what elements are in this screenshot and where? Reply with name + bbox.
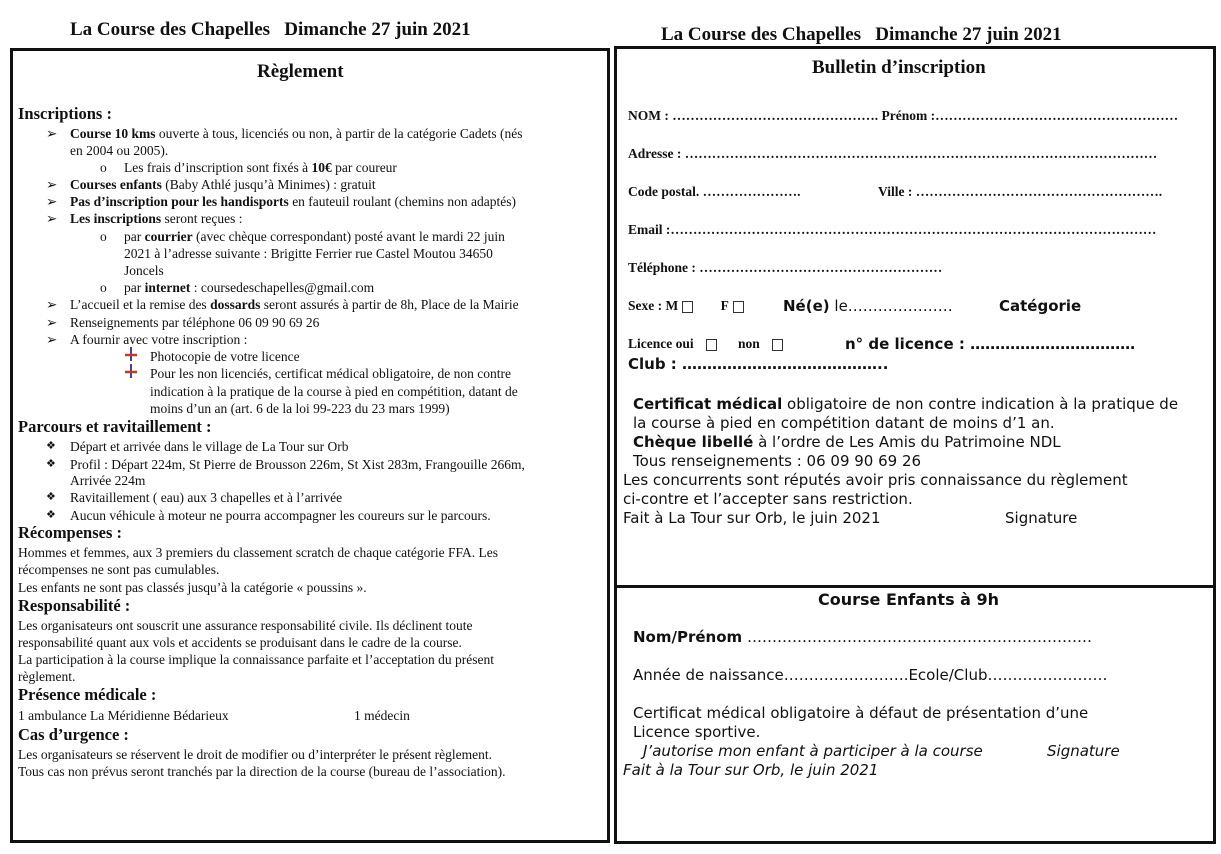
enfants-heading: Course Enfants à 9h bbox=[818, 590, 1000, 609]
checkbox-f[interactable] bbox=[733, 301, 744, 313]
parcours-profil: Profil : Départ 224m, St Pierre de Brousson 226m, St Xist 283m, Frangouille 266m, bbox=[70, 457, 525, 472]
circle-bullet-icon: o bbox=[100, 280, 107, 295]
field-adresse[interactable]: Adresse : …………………………………………………………………………………………… bbox=[628, 146, 1158, 161]
arrow-bullet-icon: ➢ bbox=[46, 315, 58, 330]
certificat-line1: Certificat médical obligatoire de non contre indication à la pratique de bbox=[633, 395, 1179, 413]
field-ville[interactable]: Ville : ………………………………………………. bbox=[878, 184, 1163, 199]
right-header: La Course des Chapelles Dimanche 27 juin 2021 bbox=[661, 24, 1062, 45]
enfants-certificat-line2: Licence sportive. bbox=[633, 723, 761, 741]
field-telephone[interactable]: Téléphone : ……………………………………………… bbox=[628, 260, 943, 275]
diamond-bullet-icon: ❖ bbox=[46, 440, 56, 452]
sub-internet: par internet : coursedeschapelles@gmail.com bbox=[124, 280, 375, 295]
inscriptions-title: Inscriptions : bbox=[18, 104, 112, 123]
sub-courrier-line2: 2021 à l’adresse suivante : Brigitte Ferrier rue Castel Moutou 34650 bbox=[124, 246, 493, 261]
medicale-medecin: 1 médecin bbox=[354, 708, 410, 723]
bullet-dossards: L’accueil et la remise des dossards seront assurés à partir de 8h, Place de la Mairie bbox=[70, 297, 519, 312]
renseignements-line: Tous renseignements : 06 09 90 69 26 bbox=[633, 452, 922, 470]
diamond-bullet-icon: ❖ bbox=[46, 491, 56, 503]
bullet-inscriptions-recues: Les inscriptions seront reçues : bbox=[70, 211, 243, 226]
field-club[interactable]: Club : ………………………………….. bbox=[628, 355, 889, 373]
bullet-course-10km-line2: en 2004 ou 2005). bbox=[70, 143, 169, 158]
responsabilite-line4: règlement. bbox=[18, 669, 76, 684]
concurrents-line2: ci-contre et l’accepter sans restriction. bbox=[623, 490, 913, 508]
fournir-certificat-line3: moins d’un an (art. 6 de la loi 99-223 du 23 mars 1999) bbox=[150, 401, 450, 416]
field-sexe: Sexe : M F bbox=[628, 298, 748, 314]
certificat-line2: la course à pied en compétition datant de moins d’1 an. bbox=[633, 414, 1055, 432]
reglement-heading: Règlement bbox=[257, 61, 344, 82]
checkbox-licence-non[interactable] bbox=[772, 339, 783, 351]
arrow-bullet-icon: ➢ bbox=[46, 177, 58, 192]
checkbox-licence-oui[interactable] bbox=[706, 339, 717, 351]
field-code-postal[interactable]: Code postal. …………………. bbox=[628, 184, 801, 199]
sub-frais: Les frais d’inscription sont fixés à 10€ par coureur bbox=[124, 160, 397, 175]
responsabilite-line3: La participation à la course implique la connaissance parfaite et l’acceptation du présent bbox=[18, 652, 495, 667]
urgence-line1: Les organisateurs se réservent le droit de modifier ou d’interpréter le présent règlement. bbox=[18, 747, 492, 762]
recompenses-line1: Hommes et femmes, aux 3 premiers du classement scratch de chaque catégorie FFA. Les bbox=[18, 545, 498, 560]
enfants-certificat-line1: Certificat médical obligatoire à défaut de présentation d’une bbox=[633, 704, 1089, 722]
recompenses-line2: récompenses ne sont pas cumulables. bbox=[18, 562, 220, 577]
urgence-title: Cas d’urgence : bbox=[18, 725, 129, 744]
label-categorie: Catégorie bbox=[999, 297, 1082, 315]
diamond-bullet-icon: ❖ bbox=[46, 458, 56, 470]
arrow-bullet-icon: ➢ bbox=[46, 194, 58, 209]
responsabilite-line1: Les organisateurs ont souscrit une assurance responsabilité civile. Ils déclinent toute bbox=[18, 618, 473, 633]
fournir-certificat: Pour les non licenciés, certificat médical obligatoire, de non contre bbox=[150, 366, 511, 381]
field-nom-prenom[interactable]: NOM : ………………………………………. Prénom :……………………………………………… bbox=[628, 108, 1179, 123]
circle-bullet-icon: o bbox=[100, 229, 107, 244]
parcours-ravitaillement: Ravitaillement ( eau) aux 3 chapelles et à l’arrivée bbox=[70, 490, 343, 505]
concurrents-line1: Les concurrents sont réputés avoir pris connaissance du règlement bbox=[623, 471, 1128, 489]
diamond-bullet-icon: ❖ bbox=[46, 509, 56, 521]
bullet-courses-enfants: Courses enfants (Baby Athlé jusqu’à Minimes) : gratuit bbox=[70, 177, 376, 192]
enfants-autorise: J’autorise mon enfant à participer à la course bbox=[643, 742, 983, 760]
urgence-line2: Tous cas non prévus seront tranchés par la direction de la course (bureau de l’association). bbox=[18, 764, 506, 779]
medicale-title: Présence médicale : bbox=[18, 685, 157, 704]
enfants-signature: Signature bbox=[1047, 742, 1120, 760]
arrow-bullet-icon: ➢ bbox=[46, 297, 58, 312]
cheque-line: Chèque libellé à l’ordre de Les Amis du Patrimoine NDL bbox=[633, 433, 1061, 451]
recompenses-title: Récompenses : bbox=[18, 523, 123, 542]
arrow-bullet-icon: ➢ bbox=[46, 126, 58, 141]
panel-divider bbox=[614, 585, 1216, 588]
medicale-ambulance: 1 ambulance La Méridienne Bédarieux bbox=[18, 708, 229, 723]
fournir-certificat-line2: indication à la pratique de la course à pied en compétition, datant de bbox=[150, 384, 518, 399]
parcours-depart: Départ et arrivée dans le village de La Tour sur Orb bbox=[70, 439, 349, 454]
pin-bullet-icon bbox=[124, 363, 138, 383]
arrow-bullet-icon: ➢ bbox=[46, 211, 58, 226]
enfants-fait-a: Fait à la Tour sur Orb, le juin 2021 bbox=[623, 761, 879, 779]
field-licence: Licence oui non bbox=[628, 336, 787, 352]
signature-label: Signature bbox=[1005, 509, 1078, 527]
responsabilite-line2: responsabilité quant aux vols et accidents se produisant dans le cadre de la course. bbox=[18, 635, 462, 650]
bulletin-heading: Bulletin d’inscription bbox=[812, 57, 986, 78]
enfants-field-nom[interactable]: Nom/Prénom …………………………………………………………… bbox=[633, 628, 1092, 646]
parcours-title: Parcours et ravitaillement : bbox=[18, 417, 212, 436]
parcours-profil-line2: Arrivée 224m bbox=[70, 473, 146, 488]
arrow-bullet-icon: ➢ bbox=[46, 332, 58, 347]
recompenses-line3: Les enfants ne sont pas classés jusqu’à la catégorie « poussins ». bbox=[18, 580, 367, 595]
enfants-field-naissance-ecole[interactable]: Année de naissance…………………….Ecole/Club…………………… bbox=[633, 666, 1108, 684]
sub-courrier: par courrier (avec chèque correspondant) posté avant le mardi 22 juin bbox=[124, 229, 505, 244]
bullet-a-fournir: A fournir avec votre inscription : bbox=[70, 332, 248, 347]
field-numero-licence[interactable]: n° de licence : …………………………… bbox=[845, 335, 1136, 353]
left-header: La Course des Chapelles Dimanche 27 juin 2021 bbox=[70, 19, 471, 40]
parcours-vehicule: Aucun véhicule à moteur ne pourra accompagner les coureurs sur le parcours. bbox=[70, 508, 491, 523]
fait-a-line: Fait à La Tour sur Orb, le juin 2021 bbox=[623, 509, 881, 527]
field-date-naissance[interactable]: Né(e) le………………… bbox=[783, 297, 953, 315]
sub-courrier-line3: Joncels bbox=[124, 263, 164, 278]
responsabilite-title: Responsabilité : bbox=[18, 596, 131, 615]
checkbox-m[interactable] bbox=[682, 301, 693, 313]
circle-bullet-icon: o bbox=[100, 160, 107, 175]
fournir-licence: Photocopie de votre licence bbox=[150, 349, 300, 364]
bullet-course-10km: Course 10 kms ouverte à tous, licenciés ou non, à partir de la catégorie Cadets (nés bbox=[70, 126, 523, 141]
field-email[interactable]: Email :……………………………………………………………………………………………… bbox=[628, 222, 1157, 237]
bullet-handisports: Pas d’inscription pour les handisports en fauteuil roulant (chemins non adaptés) bbox=[70, 194, 516, 209]
bullet-renseignements: Renseignements par téléphone 06 09 90 69 26 bbox=[70, 315, 320, 330]
